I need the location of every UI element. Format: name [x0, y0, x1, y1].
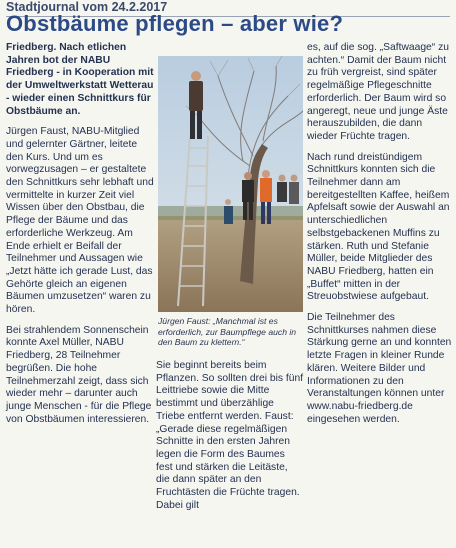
column-3	[307, 42, 452, 434]
body-paragraph: Sie beginnt bereits beim Pflanzen. So sollten drei bis fünf Leittriebe sowie die Mitte bestimmt und überzählige Triebe entfernt werden. Faust: „Gerade diese regelmäßigen Schnitte in den ersten Jahren legen die Form des Baumes fest und stärken die Leitäste, die dann später an den Fruchtästen die Früchte tragen. Dabei gilt	[156, 360, 304, 511]
article-photo	[158, 56, 303, 312]
column-2	[156, 360, 304, 520]
body-paragraph: Nach rund dreistündigem Schnittkurs konnten sich die Teilnehmer dann am bereitgestellten Kaffee, heißem Apfelsaft sowie der Auswahl an unterschiedlichen selbstgebackenen Muffins zu stärken. Ruth und Stefanie Müller, beide Mitglieder des NABU Friedberg, hatten ein „Buffet“ mitten in der Streuobstwiese aufgebaut.	[307, 151, 450, 303]
headline: Obstbäume pflegen – aber wie?	[6, 11, 344, 36]
masthead: Stadtjournal vom 24.2.2017	[6, 0, 168, 14]
body-paragraph: Bei strahlendem Sonnenschein konnte Axel Müller, NABU Friedberg, 28 Teilnehmer begrüßen. Die hohe Teilnehmerzahl zeigt, dass sich wieder mehr – darunter auch junge Menschen - für die Pflege von Obstbäumen interessieren.	[6, 324, 152, 425]
column-1	[6, 42, 156, 434]
body-paragraph: Die Teilnehmer des Schnittkurses nahmen diese Stärkung gerne an und konnten letzte Fragen in kleiner Runde klären. Weitere Bilder und Informationen zu den Veranstaltungen können unter www.nabu-friedberg.de eingesehen werden.	[307, 312, 452, 425]
orchard-photo	[158, 56, 303, 312]
photo-caption: Jürgen Faust: „Manchmal ist es erforderlich, zur Baumpflege auch in den Baum zu klettern.“	[158, 316, 297, 347]
body-paragraph: es, auf die sog. „Saftwaage“ zu achten.“ Damit der Baum nicht zu früh vergreist, sind später regelmäßige Pflegeschnitte erforderlich. Der Baum wird so angeregt, neue und junge Äste herauszubilden, die dann wieder Früchte tragen.	[307, 42, 449, 142]
intro-paragraph: Friedberg. Nach etlichen Jahren bot der NABU Friedberg - in Kooperation mit der Umweltwerkstatt Wetterau - wieder einen Schnittkurs für Obstbäume an.	[6, 42, 154, 117]
body-paragraph: Jürgen Faust, NABU-Mitglied und gelernter Gärtner, leitete den Kurs. Und um es vorwegzusagen – er gestaltete den Schnittkurs sehr lebhaft und vermittelte in kurzer Zeit viel Wissen über den Obstbau, die Pflege der Bäume und das erforderliche Werkzeug. Am Ende erhielt er Beifall der Teilnehmer und Aussagen wie „Jetzt hätte ich gerade Lust, das Gehörte gleich an eigenen Bäumen umzusetzen“ waren zu hören.	[6, 126, 154, 316]
